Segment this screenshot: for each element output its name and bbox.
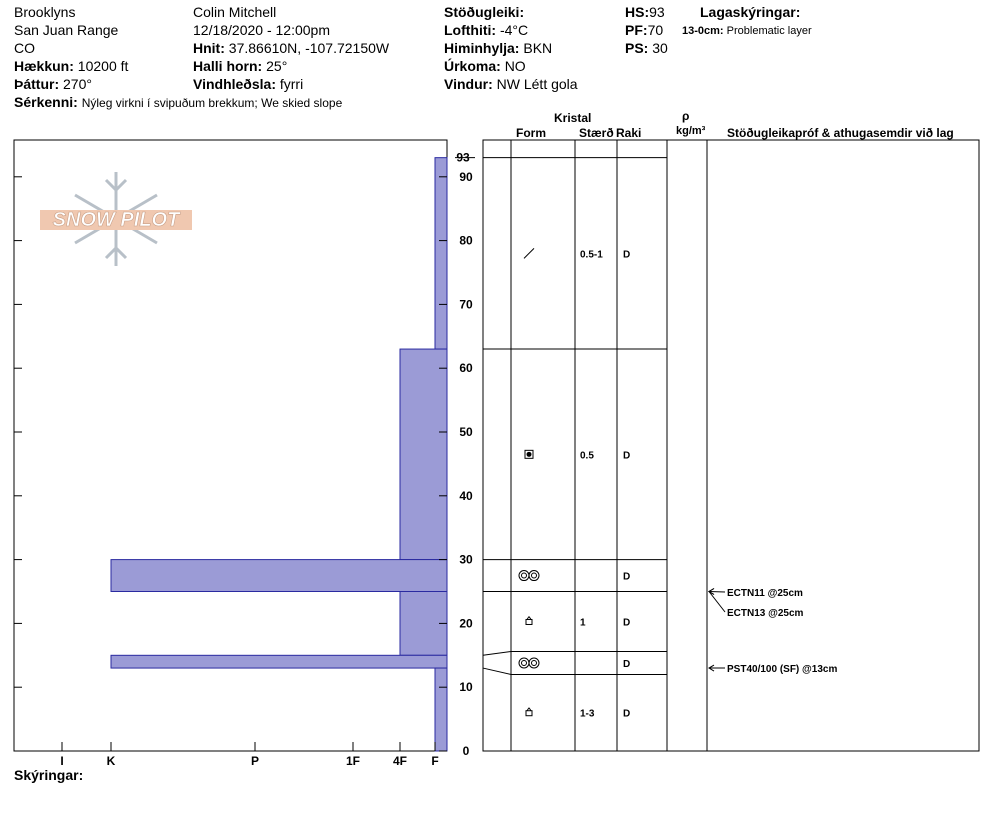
y-tick-label: 40 bbox=[459, 488, 473, 503]
layer-size: 1-3 bbox=[580, 708, 595, 720]
precip-label: Úrkoma: bbox=[444, 58, 501, 74]
layer-moisture: D bbox=[623, 658, 631, 670]
moisture-header: Raki bbox=[616, 126, 642, 140]
faceted-icon bbox=[526, 708, 532, 716]
stability-test-pointer bbox=[709, 592, 725, 593]
hardness-bar-0 bbox=[435, 158, 447, 349]
layer-size: 1 bbox=[580, 617, 586, 629]
legend-label: Lagaskýringar: bbox=[700, 4, 801, 20]
stability-test-text: ECTN11 @25cm bbox=[727, 588, 803, 599]
airtemp-value: -4°C bbox=[499, 22, 529, 38]
coords-label: Hnit: bbox=[193, 40, 225, 56]
hs-value: 93 bbox=[649, 4, 665, 20]
range: San Juan Range bbox=[14, 22, 119, 38]
logo-text: SNOW PILOT bbox=[52, 209, 180, 231]
sky-label: Himinhylja: bbox=[444, 40, 520, 56]
snowpilot-logo bbox=[40, 172, 192, 266]
pf-label: PF: bbox=[625, 22, 648, 38]
form-header: Form bbox=[516, 126, 546, 140]
hardness-bar-4 bbox=[111, 655, 447, 668]
wind-loading-label: Vindhleðsla: bbox=[193, 76, 276, 92]
stability-test-text: PST40/100 (SF) @13cm bbox=[727, 664, 838, 675]
hardness-axis bbox=[60, 742, 438, 768]
hardness-bar-5 bbox=[435, 668, 447, 751]
ps-value: 30 bbox=[652, 40, 668, 56]
layer-moisture: D bbox=[623, 708, 631, 720]
x-tick-label: K bbox=[106, 754, 116, 768]
density-symbol: ρ bbox=[682, 109, 690, 123]
melt-forms-icon bbox=[519, 658, 539, 668]
layer-table-frame bbox=[483, 140, 979, 751]
elevation-value: 10200 ft bbox=[77, 58, 129, 74]
wind-loading-value: fyrri bbox=[279, 76, 304, 92]
hardness-bar-1 bbox=[400, 349, 447, 560]
x-tick-label: P bbox=[250, 754, 260, 768]
y-tick-label: 20 bbox=[459, 616, 473, 631]
hardness-bars bbox=[111, 158, 447, 751]
x-tick-label: F bbox=[431, 754, 439, 768]
y-top-label: 93 bbox=[456, 150, 470, 165]
wind-value: NW Létt gola bbox=[496, 76, 578, 92]
faceted-rounded-icon bbox=[525, 450, 533, 458]
y-tick-label: 30 bbox=[459, 552, 473, 567]
tests-header: Stöðugleikapróf & athugasemdir við lag bbox=[727, 126, 954, 140]
x-tick-label: 4F bbox=[392, 754, 408, 768]
y-tick-label: 60 bbox=[459, 361, 473, 376]
y-tick-label: 70 bbox=[459, 297, 473, 312]
elevation-label: Hækkun: bbox=[14, 58, 74, 74]
hardness-bar-2 bbox=[111, 560, 447, 592]
stability-test-pointer bbox=[709, 592, 725, 613]
wind-label: Vindur: bbox=[444, 76, 493, 92]
density-unit: kg/m³ bbox=[676, 125, 706, 137]
layer-size: 0.5-1 bbox=[580, 249, 603, 261]
state: CO bbox=[14, 40, 35, 56]
location: Brooklyns bbox=[14, 4, 76, 20]
layer-size: 0.5 bbox=[580, 450, 594, 462]
coords-value: 37.86610N, -107.72150W bbox=[228, 40, 390, 56]
x-tick-label: I bbox=[60, 754, 64, 768]
precip-particles-icon bbox=[524, 248, 534, 258]
sky-value: BKN bbox=[523, 40, 553, 56]
y-tick-label: 80 bbox=[459, 233, 473, 248]
airtemp-label: Lofthiti: bbox=[444, 22, 497, 38]
stability-label: Stöðugleiki: bbox=[444, 4, 525, 20]
observer: Colin Mitchell bbox=[193, 4, 277, 20]
precip-value: NO bbox=[504, 58, 526, 74]
melt-forms-icon bbox=[519, 571, 539, 581]
features-label: Sérkenni: bbox=[14, 94, 78, 110]
y-tick-label: 90 bbox=[459, 169, 473, 184]
notes-label: Skýringar: bbox=[14, 767, 84, 783]
slope-label: Halli horn: bbox=[193, 58, 263, 74]
aspect-label: Þáttur: bbox=[14, 76, 60, 92]
legend-text: Problematic layer bbox=[726, 25, 812, 37]
stability-tests bbox=[709, 588, 837, 675]
slope-value: 25° bbox=[266, 58, 288, 74]
hs-label: HS: bbox=[625, 4, 650, 20]
layer-moisture: D bbox=[623, 617, 631, 629]
x-tick-label: 1F bbox=[345, 754, 361, 768]
faceted-icon bbox=[526, 616, 532, 624]
y-tick-label: 50 bbox=[459, 425, 473, 439]
layer-moisture: D bbox=[623, 571, 631, 583]
datetime: 12/18/2020 - 12:00pm bbox=[193, 22, 330, 38]
y-tick-label: 0 bbox=[462, 744, 470, 758]
y-tick-label: 10 bbox=[459, 680, 473, 695]
pf-value: 70 bbox=[647, 22, 664, 38]
stability-test-text: ECTN13 @25cm bbox=[727, 608, 804, 619]
features-value: Nýleg virkni í svipuðum brekkum; We skied slope bbox=[81, 96, 343, 110]
aspect-value: 270° bbox=[63, 76, 92, 92]
size-header: Stærð bbox=[579, 126, 614, 140]
layer-moisture: D bbox=[623, 450, 631, 462]
legend-range: 13-0cm: bbox=[682, 25, 724, 37]
crystal-header: Kristal bbox=[554, 111, 592, 125]
ps-label: PS: bbox=[625, 40, 649, 56]
layer-moisture: D bbox=[623, 249, 631, 261]
